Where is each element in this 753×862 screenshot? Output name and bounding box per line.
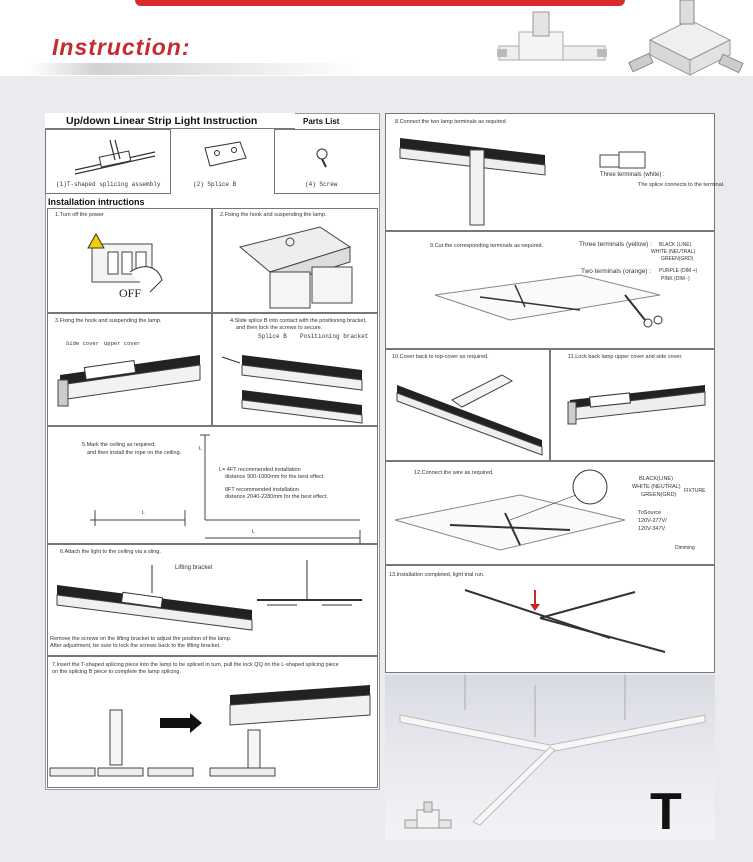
step-6-note-2: After adjustment, be sure to lock the screws back to the lifting bracket.	[50, 643, 221, 649]
step-8-three-terminals: Three terminals (white) :	[600, 172, 665, 178]
page-title: Instruction:	[52, 34, 191, 60]
step-10-text: 10.Cover back to top-cover as required.	[392, 354, 489, 360]
step-12-w1: BLACK(LINE)	[639, 476, 673, 482]
t-splicing-assembly-drawing	[70, 140, 160, 180]
title-underline	[30, 63, 360, 75]
step-9-y1: BLACK (LINE)	[659, 242, 692, 248]
step-4-text-b: and then lock the screws to secure.	[236, 325, 323, 331]
main-title: Up/down Linear Strip Light Instruction	[66, 115, 258, 127]
step-11-text: 11.Lock back lamp upper cover and side cover.	[568, 354, 683, 360]
upper-cover-label: Upper cover	[104, 340, 141, 347]
lifting-bracket-label: Lifting bracket	[175, 565, 213, 571]
terminal-connect-drawing	[395, 130, 705, 230]
step-5-l3: 8FT recommended installation	[225, 487, 299, 493]
step-5-L-label-b: L	[252, 529, 255, 535]
step-12-w2: WHITE (NEUTRAL)	[632, 484, 681, 490]
lock-cover-drawing	[565, 380, 710, 440]
screw-icon	[314, 148, 334, 168]
sling-attach-drawing	[52, 555, 377, 635]
t-connector-thumbnail	[403, 800, 453, 835]
installation-title: Installation intructions	[48, 197, 145, 207]
step-12-v1: 120V-277V/	[638, 518, 667, 524]
step-12-text: 12.Connect the wire as required.	[414, 470, 494, 476]
step-7-text-b: on the splicing B piece to complete the lamp splicing.	[52, 669, 182, 675]
step-12-fixture: FIXTURE	[684, 488, 706, 494]
step-8-desc: The splice connects to the terminal.	[638, 182, 725, 188]
splice-b-drawing	[200, 140, 250, 170]
top-cover-drawing	[392, 365, 547, 455]
splice-b-label: Splice B	[258, 333, 287, 340]
t-connector-image	[497, 12, 607, 72]
step-7-text-a: 7.Insert the T-shaped splicing piece into the lamp to be spliced in turn, pull the lock QQ on the L-shaped splicing piece	[52, 662, 339, 668]
step-5-l2: distance 900-1000mm for the best effect.	[225, 474, 325, 480]
step-6-note-1: Remove the screws on the lifting bracket to adjust the position of the lamp.	[50, 636, 232, 642]
step-2-text: 2.Fixing the hook and suspending the lamp.	[220, 212, 327, 218]
step-13-text: 13.Installation completed, light trial run.	[389, 572, 485, 578]
step-9-o2: PINK (DIM -)	[661, 276, 690, 282]
step-9-text: 9.Cut the corresponding terminals as required.	[430, 243, 544, 249]
step-9-three: Three terminals (yellow) :	[579, 241, 652, 248]
t-shape-letter: T	[650, 783, 682, 841]
step-12-dimming: Dimming	[675, 545, 695, 551]
step-3-text: 3.Fixing the hook and suspending the lamp.	[55, 318, 162, 324]
top-red-bar	[135, 0, 625, 6]
parts-list-title: Parts List	[303, 117, 340, 126]
ceiling-distance-drawing	[80, 430, 370, 540]
installed-t-light-drawing	[440, 580, 690, 660]
part-4-label: (4) Screw	[305, 181, 338, 188]
splice-insert-drawing	[222, 345, 372, 425]
step-5-l4: distance 2040-2280mm for the best effect.	[225, 494, 328, 500]
step-5-text-b: and then install the rope on the ceiling.	[87, 450, 182, 456]
step-8-text: 8.Connect the two lamp terminals as required	[395, 119, 506, 125]
positioning-bracket-label: Positioning bracket	[300, 333, 369, 340]
step-12-source: ToSource	[638, 510, 662, 516]
step-5-L-label-a: L	[142, 510, 145, 516]
step-9-y3: GREEN(GRD)	[661, 256, 694, 262]
step-4-text-a: 4.Slide splice B into contact with the positioning bracket,	[230, 318, 367, 324]
step-9-o1: PURPLE (DIM +)	[659, 268, 698, 274]
lamp-cover-drawing	[55, 350, 205, 410]
step-1-text: 1.Turn off the power	[55, 212, 104, 218]
part-2-label: (2) Splice B	[193, 181, 237, 188]
off-label: OFF	[119, 286, 142, 300]
step-5-L-label-c: L	[199, 446, 202, 452]
step-5-l1: L= 4FT recommended installation	[219, 467, 301, 473]
step-12-v2: 120V-347V	[638, 526, 666, 532]
step-12-w3: GREEN(GRD)	[641, 492, 677, 498]
step-5-text-a: 5.Mark the ceiling as required,	[82, 442, 156, 448]
t-splicing-steps-drawing	[50, 680, 375, 785]
step-6-text: 6.Attach the light to the ceiling via a sling.	[60, 549, 161, 555]
step-9-y2: WHITE (NEUTRAL)	[651, 249, 696, 255]
step-9-two: Two terminals (orange) :	[581, 268, 652, 275]
side-cover-label: Side cover	[66, 340, 100, 347]
hook-bracket-drawing	[230, 222, 360, 310]
part-1-label: (1)T-shaped splicing assembly	[56, 181, 161, 188]
terminal-cut-drawing	[430, 265, 680, 345]
